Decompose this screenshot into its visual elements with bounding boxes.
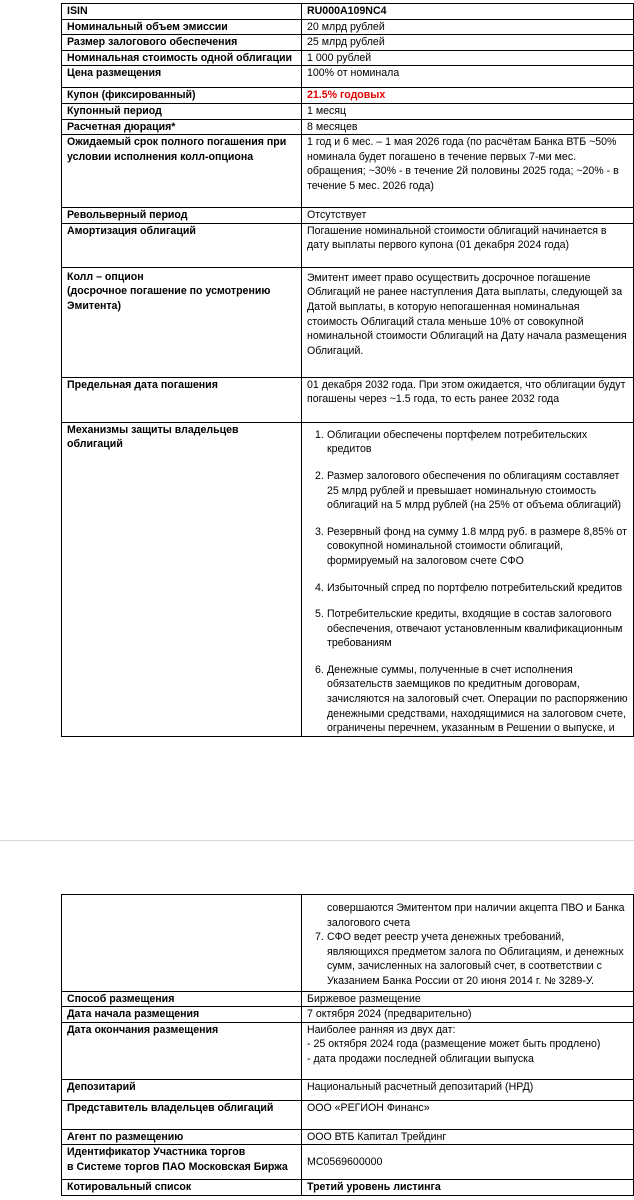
table-row: [62, 1022, 634, 1079]
table-row: [62, 88, 634, 104]
table-row: [62, 1007, 634, 1023]
row-value: 25 млрд рублей: [302, 35, 634, 51]
bond-terms-table-page2: [61, 894, 634, 1196]
table-row: [62, 1180, 634, 1196]
row-value: 100% от номинала: [302, 66, 634, 88]
row-label: Амортизация облигаций: [62, 223, 302, 267]
table-row: [62, 223, 634, 267]
list-item: совершаются Эмитентом при наличии акцепта ПВО и Банка залогового счета: [327, 902, 625, 929]
row-label: Котировальный список: [62, 1180, 302, 1196]
protection-list-continuation: [302, 895, 634, 992]
row-value: 1 000 рублей: [302, 50, 634, 66]
row-value: 8 месяцев: [302, 119, 634, 135]
row-value-isin: RU000A109NC4: [302, 4, 634, 20]
row-label-trader-id: Идентификатор Участника торгов в Системе торгов ПАО Московская Биржа: [62, 1145, 302, 1180]
table-row: [62, 50, 634, 66]
row-label: Ожидаемый срок полного погашения при условии исполнения колл-опциона: [62, 135, 302, 208]
row-label-call-option: Колл – опцион (досрочное погашение по усмотрению Эмитента): [62, 267, 302, 377]
row-value: Национальный расчетный депозитарий (НРД): [302, 1079, 634, 1100]
row-value: 1 месяц: [302, 103, 634, 119]
table-row: [62, 66, 634, 88]
row-label: Номинальный объем эмиссии: [62, 19, 302, 35]
row-label-protection: Механизмы защиты владельцев облигаций: [62, 422, 302, 736]
table-row: [62, 119, 634, 135]
bond-terms-table-page1: [61, 3, 634, 737]
row-value: Отсутствует: [302, 208, 634, 224]
table-row: [62, 1145, 634, 1180]
row-label-isin: ISIN: [62, 4, 302, 20]
row-value-call-option: Эмитент имеет право осуществить досрочное погашение Облигаций не ранее наступления Дата выплаты, следующей за Датой выплаты, в которую непогашенная номинальная стоимость Облигаций стала меньше 10% от совокупной номинальной стоимости Облигаций на Дату начала размещения Облигаций.: [302, 267, 634, 377]
row-value: 01 декабря 2032 года. При этом ожидается, что облигации будут погашены через ~1.5 года, то есть ранее 2032 года: [302, 377, 634, 422]
list-item: 5. Потребительские кредиты, входящие в состав залогового обеспечения, отвечают установленным квалификационным требованиям: [315, 608, 623, 650]
table-row: [62, 1079, 634, 1100]
list-item: 3. Резервный фонд на сумму 1.8 млрд руб. в размере 8,85% от совокупной номинальной стоимости облигаций, формируемый на залоговом счете СФО: [315, 525, 627, 567]
list-item: 4. Избыточный спред по портфелю потребительский кредитов: [315, 581, 623, 594]
table-row: [62, 35, 634, 51]
row-value: Погашение номинальной стоимости облигаций начинается в дату выплаты первого купона (01 декабря 2024 года): [302, 223, 634, 267]
table-row: [62, 135, 634, 208]
row-label: Агент по размещению: [62, 1129, 302, 1145]
row-label: Размер залогового обеспечения: [62, 35, 302, 51]
row-label: Способ размещения: [62, 991, 302, 1007]
row-label: Купонный период: [62, 103, 302, 119]
table-row: [62, 377, 634, 422]
protection-list: [307, 428, 628, 736]
row-value-trader-id: MC0569600000: [302, 1145, 634, 1180]
page-break-divider: [0, 840, 634, 841]
row-label: Депозитарий: [62, 1079, 302, 1100]
row-value: ООО ВТБ Капитал Трейдинг: [302, 1129, 634, 1145]
row-value: Биржевое размещение: [302, 991, 634, 1007]
row-label: Дата начала размещения: [62, 1007, 302, 1023]
row-label: Предельная дата погашения: [62, 377, 302, 422]
row-value: 1 год и 6 мес. – 1 мая 2026 года (по расчётам Банка ВТБ ~50% номинала будет погашено в течение первых 7-ми мес. обращения; ~30% - в течение 2й половины 2025 года; ~20% - в течение 5 мес. 2026 года): [302, 135, 634, 208]
list-item: 2. Размер залогового обеспечения по облигациям составляет 25 млрд рублей и превышает номинальную стоимость облигаций на 5 млрд рублей (на 25% от объема облигаций): [315, 469, 622, 512]
table-row: [62, 991, 634, 1007]
table-row-protection: [62, 422, 634, 736]
row-label: Номинальная стоимость одной облигации: [62, 50, 302, 66]
table-row: [62, 1129, 634, 1145]
row-label-coupon: Купон (фиксированный): [62, 88, 302, 104]
row-value-coupon: 21.5% годовых: [302, 88, 634, 104]
row-value: 7 октября 2024 (предварительно): [302, 1007, 634, 1023]
table-row: [62, 208, 634, 224]
protection-list-continued: [307, 901, 628, 989]
table-row: [62, 19, 634, 35]
row-value: ООО «РЕГИОН Финанс»: [302, 1100, 634, 1129]
empty-label-cell: [62, 895, 302, 992]
protection-list-cell: [302, 422, 634, 736]
list-item: 7. СФО ведет реестр учета денежных требований, являющихся предметом залога по Облигациям, и денежных сумм, зачисленных на залоговый счет, в соответствии с Указанием Банка России от 20 июня 2014 г. № 3289-У.: [315, 931, 624, 987]
row-value-end-date: Наиболее ранняя из двух дат: - 25 октября 2024 года (размещение может быть продлено) - дата продажи последней облигации выпуска: [302, 1022, 634, 1079]
table-row: [62, 103, 634, 119]
row-label: Представитель владельцев облигаций: [62, 1100, 302, 1129]
row-label: Расчетная дюрация*: [62, 119, 302, 135]
list-item: 6. Денежные суммы, полученные в счет исполнения обязательств заемщиков по кредитным договорам, зачисляются на залоговый счет. Операции по распоряжению денежными средствами, находящимися на залоговом счете, ограничены перечнем, указанным в Решении о выпуске, и: [315, 663, 628, 735]
table-row: [62, 1100, 634, 1129]
row-value: 20 млрд рублей: [302, 19, 634, 35]
table-row: [62, 267, 634, 377]
row-label: Револьверный период: [62, 208, 302, 224]
table-row-continuation: [62, 895, 634, 992]
list-item: 1. Облигации обеспечены портфелем потребительских кредитов: [315, 428, 588, 456]
row-label-end-date: Дата окончания размещения: [62, 1022, 302, 1079]
row-value-listing: Третий уровень листинга: [302, 1180, 634, 1196]
table-row: [62, 4, 634, 20]
row-label: Цена размещения: [62, 66, 302, 88]
